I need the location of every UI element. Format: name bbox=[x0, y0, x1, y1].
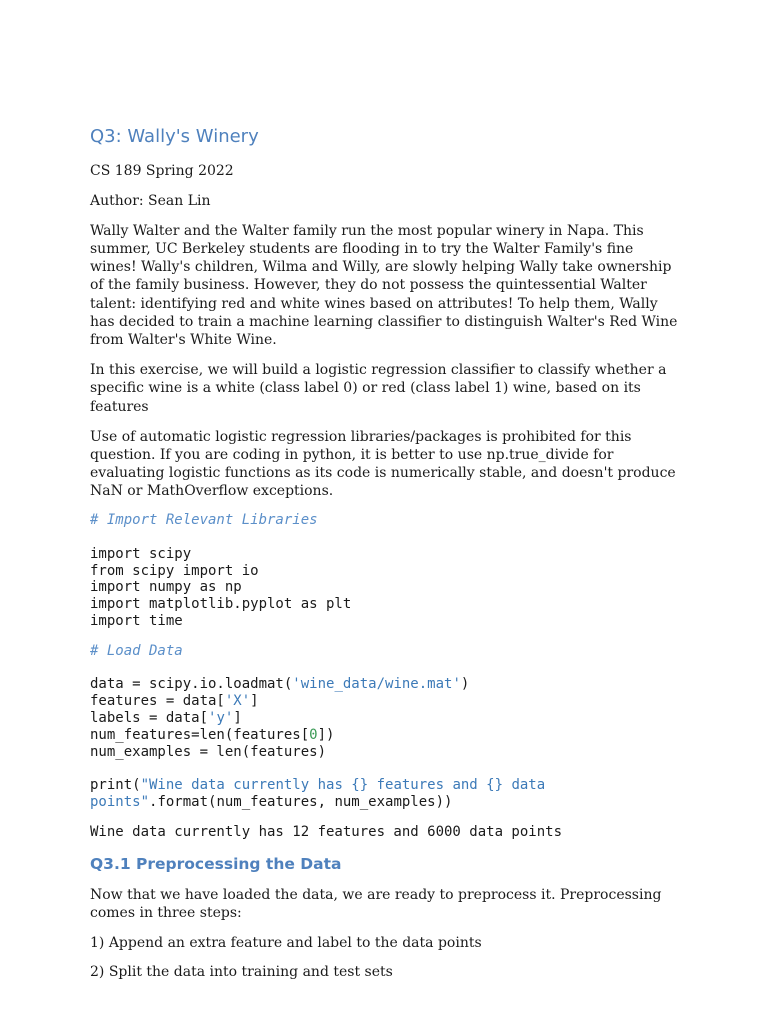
code-line: labels = data['y'] bbox=[90, 710, 242, 727]
code-line: data = scipy.io.loadmat('wine_data/wine.mat') bbox=[90, 676, 470, 693]
intro-paragraph: Wally Walter and the Walter family run the most popular winery in Napa. This summer, UC Berkeley students are flooding in to try the Walter Family's fine wines! Wally's children, Wilma and Willy, are slowly helping Wally take ownership of the family business. However, they do not possess the quintessential Walter talent: identifying red and white wines based on attributes! To help them, Wally has decided to train a machine learning classifier to distinguish Walter's Red Wine from Walter's White Wine. bbox=[90, 222, 678, 349]
course-line: CS 189 Spring 2022 bbox=[90, 163, 234, 179]
code-line: print("Wine data currently has {} features and {} data bbox=[90, 777, 546, 794]
code-line: import numpy as np bbox=[90, 579, 242, 596]
code-cell-imports bbox=[90, 512, 680, 630]
code-cell-load-data bbox=[90, 643, 680, 811]
code-comment: # Load Data bbox=[90, 642, 183, 659]
step-item: 1) Append an extra feature and label to the data points bbox=[90, 934, 482, 951]
code-output: Wine data currently has 12 features and 6000 data points bbox=[90, 823, 563, 840]
code-comment: # Import Relevant Libraries bbox=[90, 512, 318, 529]
author-line: Author: Sean Lin bbox=[90, 192, 211, 209]
code-line: import matplotlib.pyplot as plt bbox=[90, 596, 352, 613]
document-content bbox=[90, 124, 680, 993]
section-intro: Now that we have loaded the data, we are ready to preprocess it. Preprocessing comes in three steps: bbox=[90, 886, 662, 921]
rules-paragraph: Use of automatic logistic regression libraries/packages is prohibited for this question. If you are coding in python, it is better to use np.true_divide for evaluating logistic functions as its code is numerically stable, and doesn't produce NaN or MathOverflow exceptions. bbox=[90, 428, 676, 500]
code-line: features = data['X'] bbox=[90, 693, 259, 710]
code-line: import time bbox=[90, 613, 183, 630]
code-line: import scipy bbox=[90, 545, 192, 562]
exercise-paragraph: In this exercise, we will build a logistic regression classifier to classify whether a specific wine is a white (class label 0) or red (class label 1) wine, based on its features bbox=[90, 362, 667, 415]
code-line: num_examples = len(features) bbox=[90, 743, 327, 760]
section-heading: Q3.1 Preprocessing the Data bbox=[90, 854, 342, 873]
page-title: Q3: Wally's Winery bbox=[90, 126, 259, 147]
code-line: from scipy import io bbox=[90, 562, 259, 579]
code-line: num_features=len(features[0]) bbox=[90, 726, 335, 743]
step-item: 2) Split the data into training and test sets bbox=[90, 964, 393, 981]
code-line: points".format(num_features, num_examples)) bbox=[90, 794, 453, 810]
